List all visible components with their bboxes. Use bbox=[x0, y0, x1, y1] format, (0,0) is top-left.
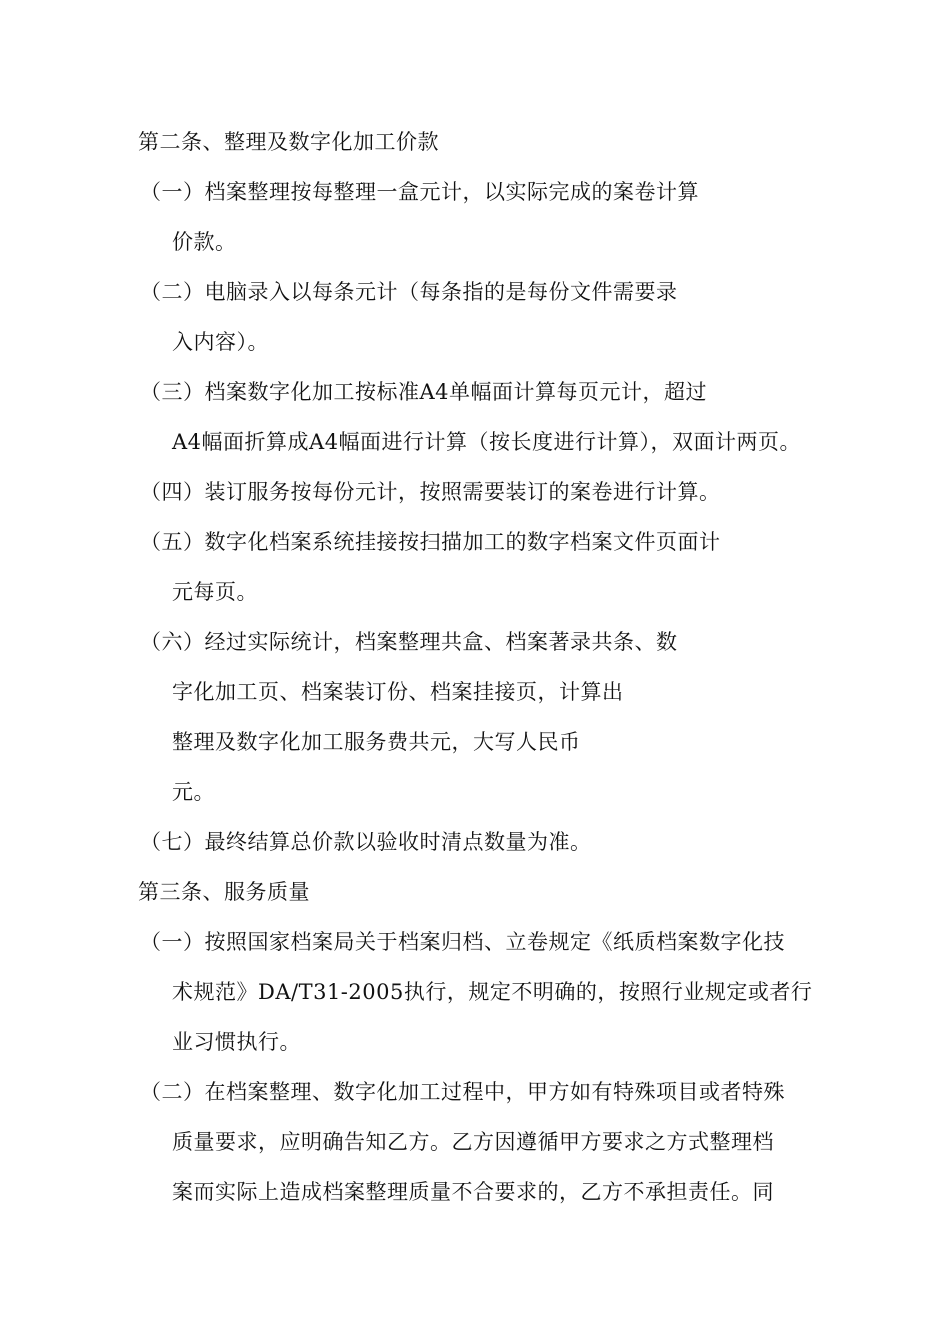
article-3-heading: 第三条、服务质量 bbox=[138, 880, 310, 904]
clause-2-4: （四）装订服务按每份元计，按照需要装订的案卷进行计算。 bbox=[140, 480, 721, 504]
clause-2-7: （七）最终结算总价款以验收时清点数量为准。 bbox=[140, 830, 592, 854]
clause-2-1: （一）档案整理按每整理一盒元计，以实际完成的案卷计算 bbox=[140, 180, 699, 204]
clause-3-2-continued-1: 质量要求，应明确告知乙方。乙方因遵循甲方要求之方式整理档 bbox=[172, 1130, 774, 1154]
clause-3-1: （一）按照国家档案局关于档案归档、立卷规定《纸质档案数字化技 bbox=[140, 930, 785, 954]
clause-2-6: （六）经过实际统计，档案整理共盒、档案著录共条、数 bbox=[140, 630, 678, 654]
clause-3-1-continued-1: 术规范》DA/T31-2005执行，规定不明确的，按照行业规定或者行 bbox=[172, 980, 813, 1004]
clause-2-3-continued: A4幅面折算成A4幅面进行计算（按长度进行计算），双面计两页。 bbox=[172, 430, 802, 454]
article-2-heading: 第二条、整理及数字化加工价款 bbox=[138, 130, 439, 154]
clause-2-2: （二）电脑录入以每条元计（每条指的是每份文件需要录 bbox=[140, 280, 678, 304]
clause-2-1-continued: 价款。 bbox=[172, 230, 237, 254]
clause-2-6-continued-1: 字化加工页、档案装订份、档案挂接页，计算出 bbox=[172, 680, 624, 704]
clause-2-2-continued: 入内容）。 bbox=[172, 330, 269, 354]
clause-2-5: （五）数字化档案系统挂接按扫描加工的数字档案文件页面计 bbox=[140, 530, 721, 554]
clause-3-2: （二）在档案整理、数字化加工过程中，甲方如有特殊项目或者特殊 bbox=[140, 1080, 785, 1104]
clause-2-6-continued-2: 整理及数字化加工服务费共元，大写人民币 bbox=[172, 730, 581, 754]
clause-3-1-continued-2: 业习惯执行。 bbox=[172, 1030, 301, 1054]
clause-2-5-continued: 元每页。 bbox=[172, 580, 258, 604]
clause-2-6-continued-3: 元。 bbox=[172, 780, 215, 804]
clause-2-3: （三）档案数字化加工按标准A4单幅面计算每页元计，超过 bbox=[140, 380, 708, 404]
clause-3-2-continued-2: 案而实际上造成档案整理质量不合要求的，乙方不承担责任。同 bbox=[172, 1180, 774, 1204]
